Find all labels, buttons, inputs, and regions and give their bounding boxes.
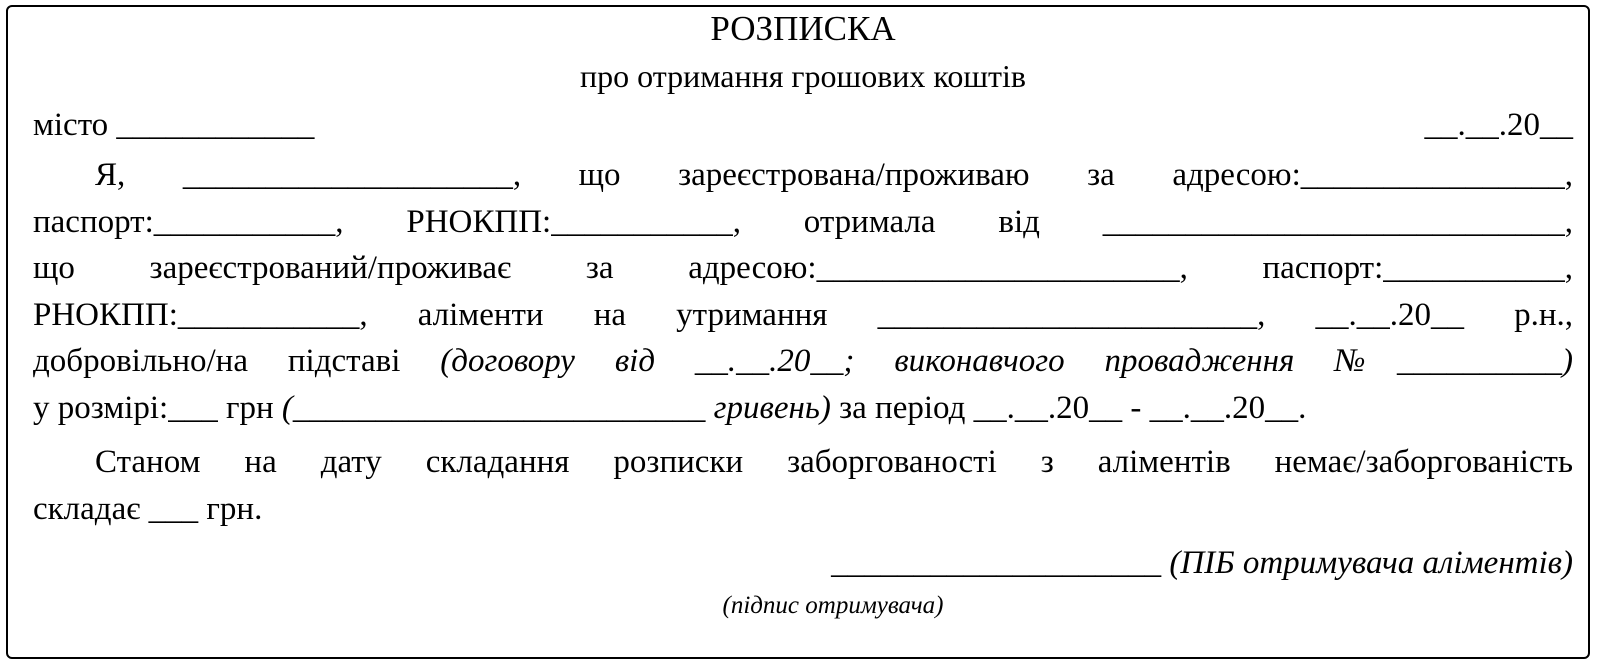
- paragraph-line: що зареєстрований/проживає за адресою:______________________, паспорт:___________,: [33, 250, 1573, 286]
- paragraph-line: [33, 338, 1573, 385]
- city-field: місто ____________: [33, 107, 315, 143]
- paragraph-line: РНОКПП:___________, аліменти на утримання _______________________, __.__.20__ р.н.,: [33, 296, 1573, 333]
- signature-line: [33, 540, 1573, 586]
- period-text: за період __.__.20__ - __.__.20__.: [830, 389, 1307, 426]
- basis-text: добровільно/на підставі: [33, 343, 441, 379]
- receipt-document: [33, 6, 1573, 626]
- paragraph-line: Я, ____________________, що зареєстрована/проживаю за адресою:________________,: [95, 157, 1573, 193]
- signature-name-label: ____________________ (ПІБ отримувача аліментів): [831, 545, 1573, 581]
- date-field: __.__.20__: [1424, 107, 1573, 143]
- document-subtitle: про отримання грошових коштів: [580, 58, 1026, 94]
- amount-words-italic: (_________________________ гривень): [281, 389, 831, 426]
- paragraph-line: [33, 385, 1573, 432]
- paragraph-line: паспорт:___________, РНОКПП:___________, отримала від ____________________________,: [33, 203, 1573, 240]
- paragraph-main: [33, 152, 1573, 431]
- city-date-row: [33, 98, 1573, 150]
- basis-italic-text: (договору від __.__.20__; виконавчого провадження №__________): [440, 343, 1573, 379]
- document-title: РОЗПИСКА: [710, 9, 896, 48]
- paragraph-line: складає ___ грн.: [33, 490, 263, 527]
- paragraph-line: Станом на дату складання розписки заборгованості з аліментів немає/заборгованість: [95, 444, 1573, 480]
- amount-text: у розмірі:___ грн: [33, 389, 282, 426]
- signature-note: (підпис отримувача): [722, 592, 944, 619]
- paragraph-debt: [33, 439, 1573, 532]
